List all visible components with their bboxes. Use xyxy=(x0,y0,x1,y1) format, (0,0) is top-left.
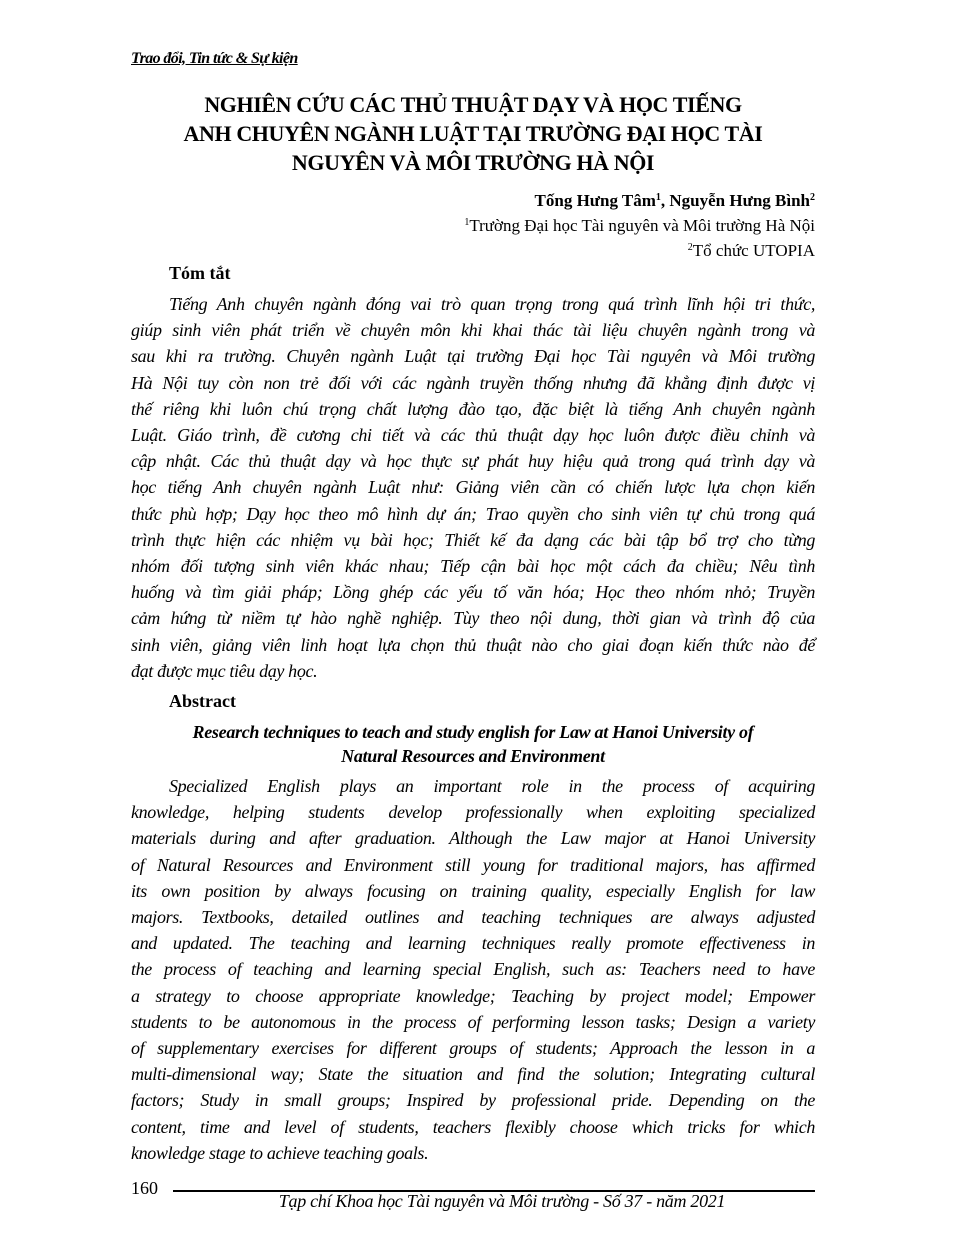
text-line: sinh viên, giảng viên linh hoạt lựa chọn thủ thuật nào cho giai đoạn kiến thức nào để xyxy=(131,634,815,655)
abstract-title-line: Natural Resources and Environment xyxy=(341,746,605,766)
text-line: thế riêng khi luôn chú trọng chất lượng đào tạo, đặc biệt là tiếng Anh chuyên ngành xyxy=(131,398,815,419)
summary-paragraph xyxy=(131,291,815,684)
affiliation-1-text: Trường Đại học Tài nguyên và Môi trường Hà Nội xyxy=(469,216,815,235)
text-line: nhóm đối tượng sinh viên khác nhau; Tiếp cận bài học một cách đa chiều; Nêu tình xyxy=(131,556,815,577)
affiliation-1 xyxy=(464,213,815,238)
text-line: a strategy to choose appropriate knowledge; Teaching by project model; Empower xyxy=(131,985,815,1006)
text-line: of Natural Resources and Environment still young for traditional majors, has affirmed xyxy=(131,854,815,875)
text-line: students to be autonomous in the process of performing lesson tasks; Design a variety xyxy=(131,1011,815,1032)
text-line: học tiếng Anh chuyên ngành Luật như: Giảng viên cần có chiến lược lựa chọn kiến xyxy=(131,477,815,498)
text-line: đạt được mục tiêu dạy học. xyxy=(131,660,318,681)
authors-block xyxy=(464,188,815,263)
title-line: NGUYÊN VÀ MÔI TRƯỜNG HÀ NỘI xyxy=(291,150,655,175)
text-line: trình thực hiện các nhiệm vụ bài học; Thiết kế đa dạng các bài tập bổ trợ cho từng xyxy=(131,529,815,550)
affiliation-2 xyxy=(464,238,815,263)
abstract-title xyxy=(131,720,815,768)
affiliation-1-sup: 1 xyxy=(464,217,470,228)
affiliation-2-text: Tổ chức UTOPIA xyxy=(692,241,815,260)
title-line: NGHIÊN CỨU CÁC THỦ THUẬT DẠY VÀ HỌC TIẾNG xyxy=(204,92,742,117)
section-header: Trao đổi, Tin tức & Sự kiện xyxy=(131,50,298,67)
title-line: ANH CHUYÊN NGÀNH LUẬT TẠI TRƯỜNG ĐẠI HỌC TÀI xyxy=(183,121,763,146)
text-line: Tiếng Anh chuyên ngành đóng vai trò quan trọng trong quá trình lĩnh hội tri thức, xyxy=(169,294,815,314)
text-line: and updated. The teaching and learning techniques really promote effectiveness in xyxy=(131,933,815,954)
text-line: majors. Textbooks, detailed outlines and teaching techniques are always adjusted xyxy=(131,907,815,928)
author-2: Nguyễn Hưng Bình xyxy=(669,191,810,210)
author-1-sup: 1 xyxy=(655,192,661,203)
text-line: factors; Study in small groups; Inspired by professional pride. Depending on the xyxy=(131,1090,815,1111)
article-title xyxy=(131,90,815,177)
text-line: giúp sinh viên phát triển về chuyên môn khi khai thác tài liệu chuyên ngành trong và xyxy=(131,320,815,341)
text-line: content, time and level of students, teachers flexibly choose which tricks for which xyxy=(131,1116,815,1137)
affiliation-2-sup: 2 xyxy=(687,242,693,253)
author-1: Tống Hưng Tâm xyxy=(534,191,656,210)
text-line: the process of teaching and learning special English, such as: Teachers need to have xyxy=(131,959,815,980)
author-separator: , xyxy=(660,191,670,210)
text-line: sau khi ra trường. Chuyên ngành Luật tại trường Đại học Tài nguyên và Môi trường xyxy=(131,346,815,367)
abstract-paragraph xyxy=(131,773,815,1166)
text-line: cập nhật. Các thủ thuật dạy và học thực sự phát huy hiệu quả trong quá trình dạy và xyxy=(131,451,815,472)
summary-heading: Tóm tắt xyxy=(169,263,231,283)
abstract-heading: Abstract xyxy=(169,691,236,711)
text-line: materials during and after graduation. Although the Law major at Hanoi University xyxy=(131,828,815,849)
text-line: cảm hứng từ niềm tự hào nghề nghiệp. Tùy theo nội dung, thời gian và trình độ của xyxy=(131,608,815,629)
text-line: Specialized English plays an important role in the process of acquiring xyxy=(169,776,815,796)
text-line: huống và tìm giải pháp; Lồng ghép các yếu tố văn hóa; Học theo nhóm nhỏ; Truyền xyxy=(131,582,815,603)
text-line: thức phù hợp; Dạy học theo mô hình dự án; Trao quyền cho sinh viên tự chủ trong quá xyxy=(131,503,815,524)
text-line: Hà Nội tuy còn non trẻ đối với các ngành truyền thống nhưng đã khẳng định được vị xyxy=(131,372,815,393)
text-line: Luật. Giáo trình, đề cương chi tiết và các thủ thuật dạy học luôn được điều chỉnh và xyxy=(131,425,815,446)
text-line: its own position by always focusing on training quality, especially English for law xyxy=(131,880,815,901)
journal-footer: Tạp chí Khoa học Tài nguyên và Môi trường - Số 37 - năm 2021 xyxy=(278,1191,726,1211)
abstract-title-line: Research techniques to teach and study english for Law at Hanoi University of xyxy=(192,722,754,742)
text-line: knowledge stage to achieve teaching goals. xyxy=(131,1142,429,1163)
author-names xyxy=(464,188,815,213)
author-2-sup: 2 xyxy=(810,192,815,203)
text-line: of supplementary exercises for different groups of students; Approach the lesson in a xyxy=(131,1038,815,1059)
text-line: multi-dimensional way; State the situation and find the solution; Integrating cultural xyxy=(131,1064,815,1085)
text-line: knowledge, helping students develop professionally when exploiting specialized xyxy=(131,802,815,823)
page-number: 160 xyxy=(131,1178,158,1198)
